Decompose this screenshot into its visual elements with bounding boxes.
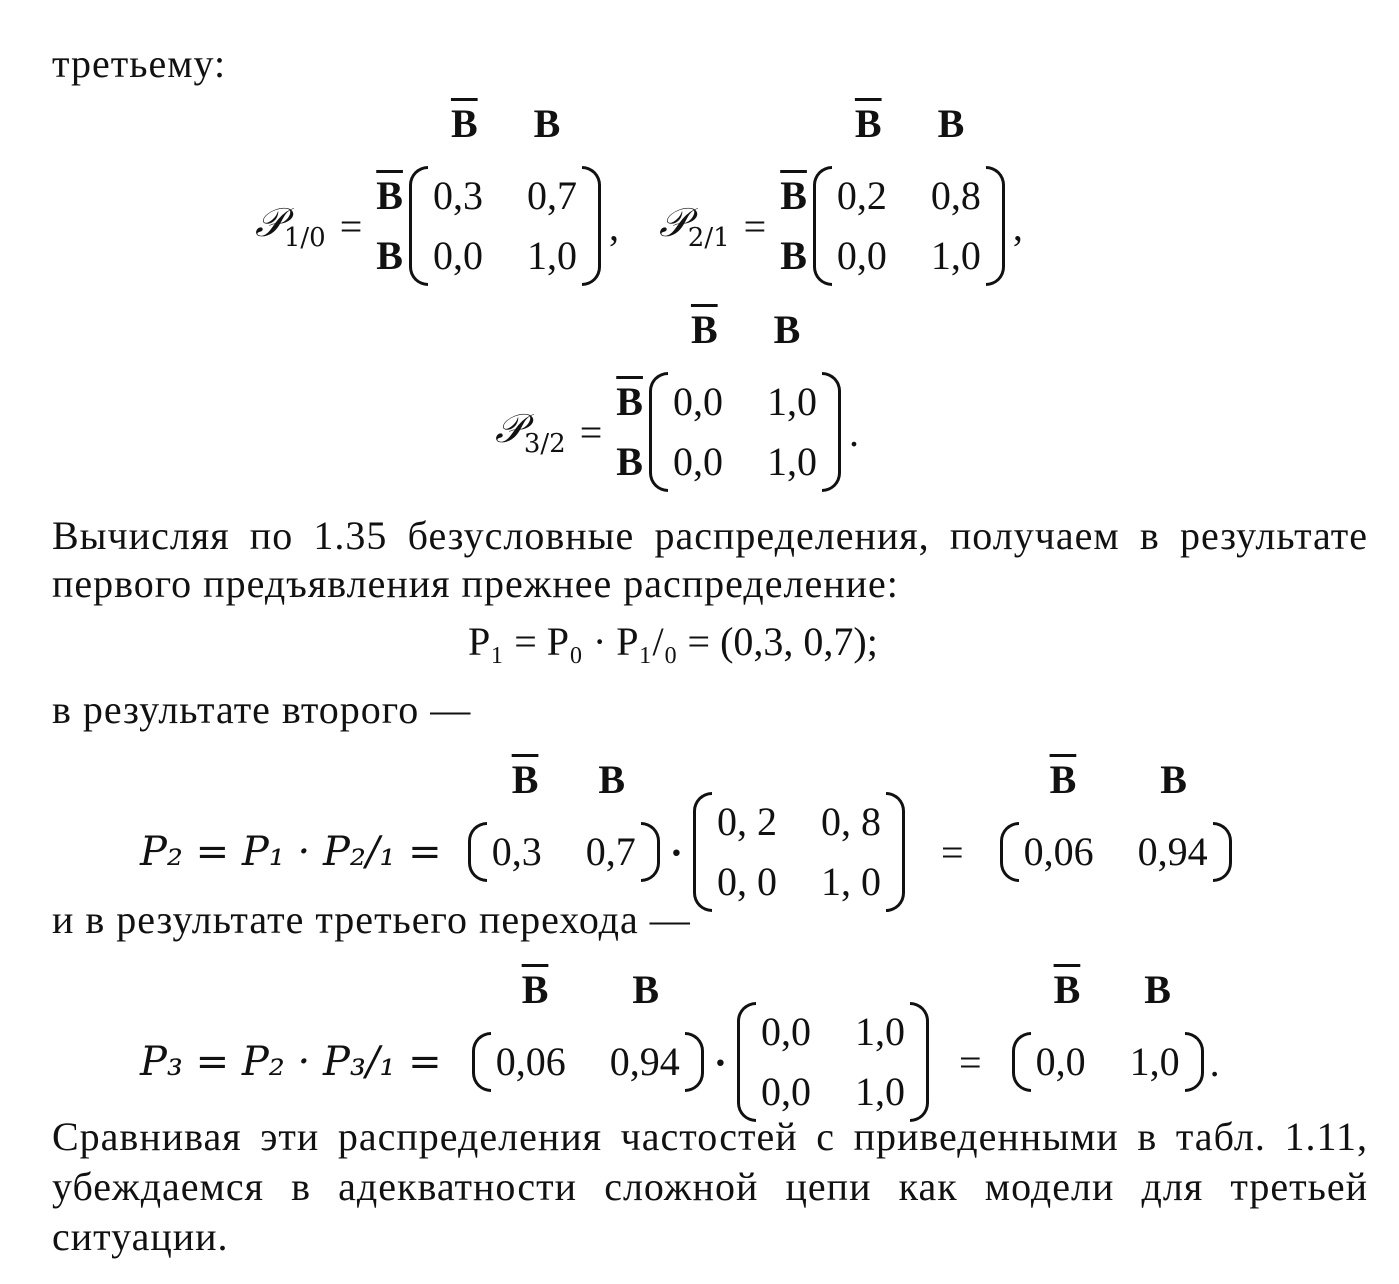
equation-p10: 𝒫$_{1/0}$ = $\overline{B}$ B $\overline{B}$ B 0,3 0,7 0,0 1,0 , 𝒫$_{2/1}$ = $\overline{B}$ B $\overline{B}$ B 0,2 0,8 0,0 1,0 ,: [255, 166, 1023, 286]
paragraph-1: Вычисляя по 1.35 безусловные распределения, получаем в результате первого предъявления прежнее распределение:: [52, 513, 1368, 606]
equation-p2: P₂ = P₁ · P₂/₁ = $\overline{B}$ B 0,3 0,7 · 0, 2 0, 8 0, 0 1, 0 = $\overline{B}$ B 0,06 0,94: [140, 792, 1232, 912]
vector-p2-inline: $\overline{B}$ B 0,06 0,94: [472, 1032, 704, 1092]
matrix-p21-inline: 0, 2 0, 8 0, 0 1, 0: [693, 792, 905, 912]
matrix-p32: $\overline{B}$ B $\overline{B}$ B 0,0 1,0 0,0 1,0: [616, 372, 841, 492]
matrix-p10: $\overline{B}$ B $\overline{B}$ B 0,3 0,7 0,0 1,0: [376, 166, 601, 286]
vector-p3: $\overline{B}$ B 0,0 1,0: [1012, 1032, 1204, 1092]
lhs-p32: 𝒫$_{3/2}$: [495, 405, 566, 459]
text-third: и в результате третьего перехода —: [52, 897, 691, 942]
equation-p1: P₁ = P₀ · P₁/₀ = (0,3, 0,7);: [468, 619, 878, 664]
lhs-p21: 𝒫$_{2/1}$: [658, 199, 730, 253]
conclusion-paragraph: Сравнивая эти распределения частостей с приведенными в табл. 1.11, убеждаемся в адекватности сложной цепи как модели для третьей ситуации.: [52, 1114, 1368, 1259]
intro-text: третьему:: [52, 41, 227, 86]
text-second: в результате второго —: [52, 687, 472, 732]
vector-p2: $\overline{B}$ B 0,06 0,94: [1000, 822, 1232, 882]
matrix-p21: $\overline{B}$ B $\overline{B}$ B 0,2 0,8 0,0 1,0: [780, 166, 1005, 286]
equation-p32: 𝒫$_{3/2}$ = $\overline{B}$ B $\overline{B}$ B 0,0 1,0 0,0 1,0 .: [495, 372, 859, 492]
vector-p1: $\overline{B}$ B 0,3 0,7: [468, 822, 660, 882]
matrix-p31-inline: 0,0 1,0 0,0 1,0: [737, 1002, 929, 1122]
lhs-p10: 𝒫$_{1/0}$: [255, 199, 326, 253]
equation-p3: P₃ = P₂ · P₃/₁ = $\overline{B}$ B 0,06 0,94 · 0,0 1,0 0,0 1,0 = $\overline{B}$ B 0,0 1,0 .: [140, 1002, 1220, 1122]
